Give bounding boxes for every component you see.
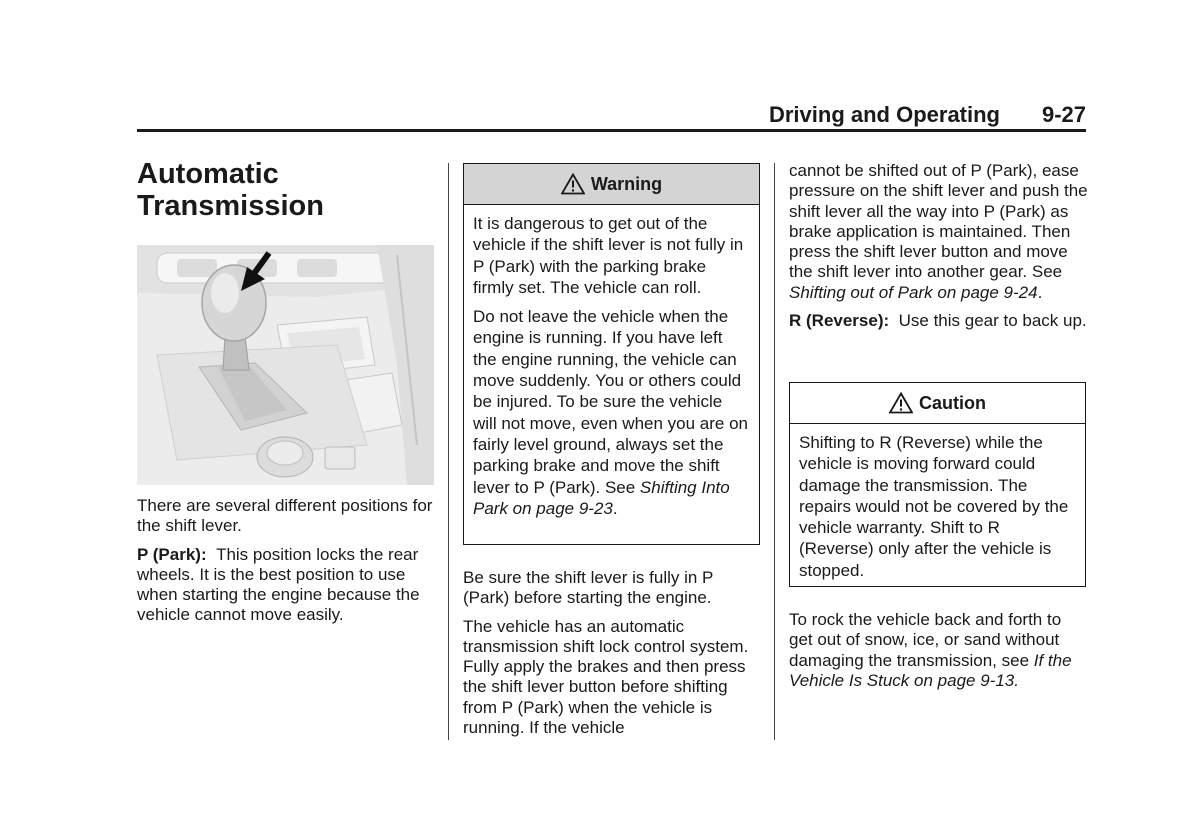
header-section-title: Driving and Operating xyxy=(768,102,1000,127)
warning-para2: Do not leave the vehicle when the engine is running. If you have left the engine running, the vehicle can move suddenly. You or others could be injured. To be sure the vehicle will not move, even when you are on fairly level ground, always set the parking brake and move the shift lever to P (Park). See Shifting Into Park on page 9-23. xyxy=(473,307,748,518)
caution-text: Shifting to R (Reverse) while the vehicle is moving forward could damage the transmission. The repairs would not be covered by the vehicle warranty. Shift to R (Reverse) only after the vehicle is stopped. xyxy=(799,433,1069,580)
shift-lever-figure xyxy=(137,245,434,485)
warning-body xyxy=(464,205,759,519)
reverse-description: Use this gear to back up. xyxy=(898,311,1087,331)
column-divider-left xyxy=(448,163,449,740)
caution-triangle-icon xyxy=(889,392,913,414)
cross-reference-link[interactable]: Shifting Into Park on page 9-23 xyxy=(473,477,730,518)
reverse-paragraph xyxy=(789,311,1089,331)
shift-lock-paragraph: The vehicle has an automatic transmission shift lock control system. Fully apply the brakes and then press the shift lever button before shifting from P (Park) when the vehicle is running. If the vehicle xyxy=(463,616,749,738)
park-description: This position locks the rear wheels. It is the best position to use when starting the engine because the vehicle cannot move easily. xyxy=(137,544,420,625)
column1-text xyxy=(137,496,437,634)
page-title: Automatic Transmission xyxy=(137,158,324,222)
column3-text xyxy=(789,161,1089,339)
warning-header xyxy=(464,164,759,205)
page-number: 9-27 xyxy=(1041,102,1086,127)
cross-reference-link[interactable]: If the Vehicle Is Stuck on page 9-13 xyxy=(789,650,1072,690)
rocking-paragraph: To rock the vehicle back and forth to get out of snow, ice, or sand without damaging the transmission, see If the Vehicle Is Stuck on page 9-13. xyxy=(789,610,1072,690)
warning-heading: Warning xyxy=(590,173,663,194)
column2-text xyxy=(463,568,760,746)
shift-lock-continued: cannot be shifted out of P (Park), ease pressure on the shift lever and push the shift lever all the way into P (Park) as brake application is maintained. Then press the shift lever button and move the shift lever into another gear. See Shifting out of Park on page 9-24. xyxy=(789,161,1088,302)
reverse-label: R (Reverse): xyxy=(789,311,890,331)
park-label: P (Park): xyxy=(137,544,207,564)
positions-intro: There are several different positions for the shift lever. xyxy=(137,496,433,536)
cross-reference-link[interactable]: Shifting out of Park on page 9-24 xyxy=(789,282,1038,302)
column3-closing xyxy=(789,610,1089,699)
caution-header xyxy=(790,383,1085,424)
caution-body xyxy=(790,424,1085,581)
column-divider-right xyxy=(774,163,775,740)
start-engine-paragraph: Be sure the shift lever is fully in P (Park) before starting the engine. xyxy=(463,568,714,608)
warning-triangle-icon xyxy=(561,173,585,195)
caution-heading: Caution xyxy=(919,392,986,413)
caution-box xyxy=(789,382,1086,587)
shift-lever-illustration xyxy=(137,245,434,485)
running-header xyxy=(137,100,1086,132)
warning-box xyxy=(463,163,760,545)
park-paragraph xyxy=(137,545,437,626)
warning-para1: It is dangerous to get out of the vehicle if the shift lever is not fully in P (Park) with the parking brake firmly set. The vehicle can roll. xyxy=(473,214,744,297)
